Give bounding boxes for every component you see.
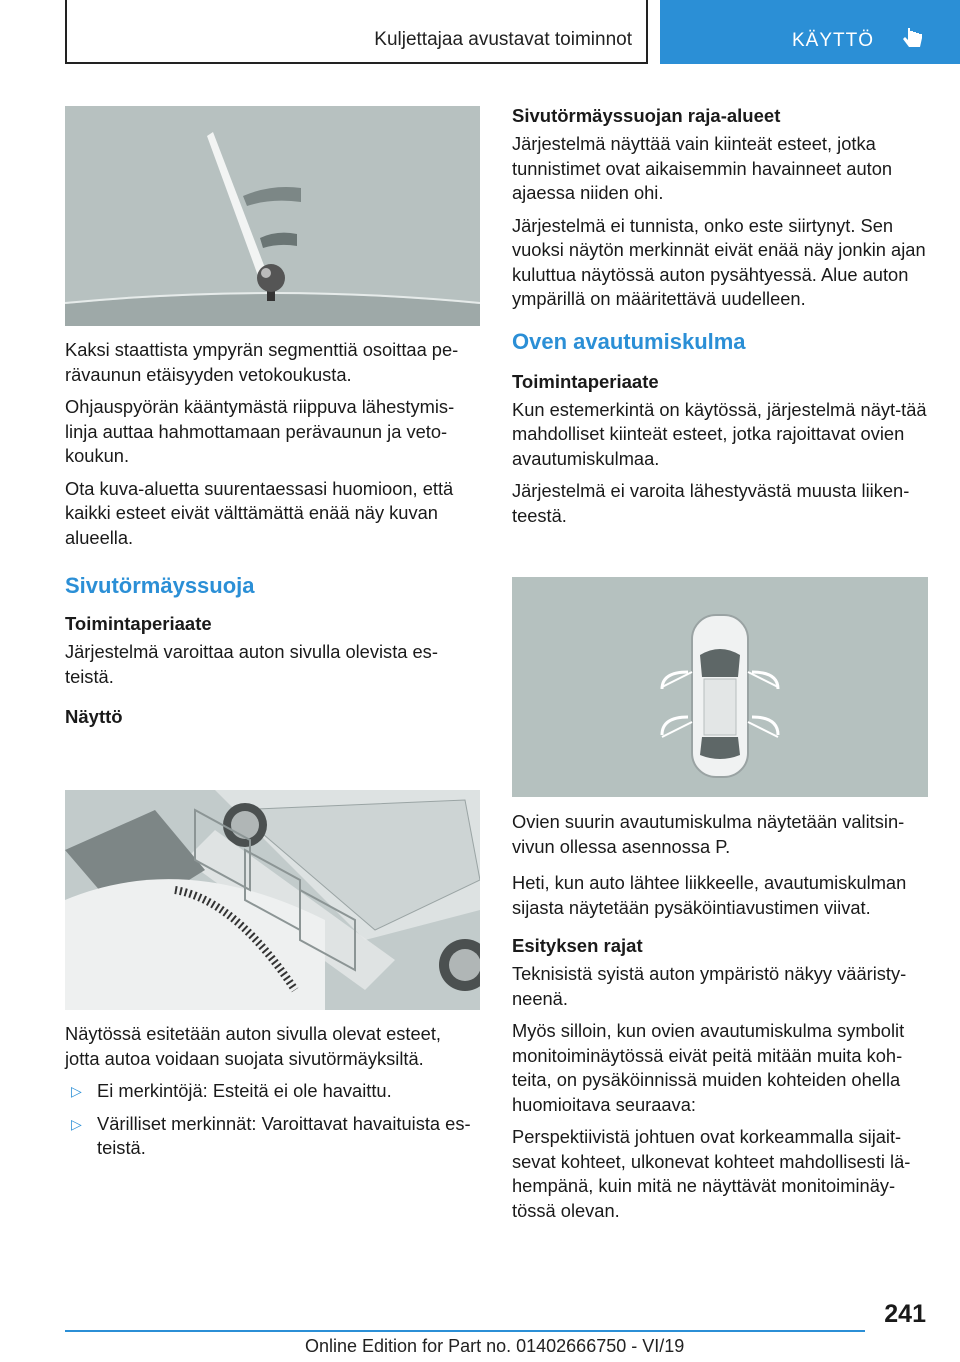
page-number: 241 <box>884 1300 926 1328</box>
triangle-bullet-icon: ▷ <box>71 1115 82 1132</box>
chapter-title: Kuljettajaa avustavat toiminnot <box>374 29 632 50</box>
subheading-display: Näyttö <box>65 706 123 727</box>
paragraph: Ovien suurin avautumiskulma näytetään valitsin-vivun ollessa asennossa P. <box>512 811 905 857</box>
list-item: ▷ Värilliset merkinnät: Varoittavat havaituista es-teistä. <box>71 1112 471 1158</box>
left-column-top <box>65 338 480 733</box>
right-column-top <box>512 104 930 536</box>
paragraph: Teknisistä syistä auton ympäristö näkyy vääristy-neenä. <box>512 963 907 1009</box>
door-angle-display-image <box>512 577 928 797</box>
paragraph: Järjestelmä näyttää vain kiinteät esteet, jotka tunnistimet ovat aikaisemmin havainneet auton ajaessa niiden ohi. <box>512 133 893 203</box>
triangle-bullet-icon: ▷ <box>71 1083 82 1099</box>
section-tab-label: KÄYTTÖ <box>792 30 875 51</box>
paragraph: Kaksi staattista ympyrän segmenttiä osoittaa pe-rävaunun etäisyyden vetokoukusta. <box>65 339 459 385</box>
side-protection-display-image <box>65 790 480 1010</box>
trailer-hitch-illustration <box>65 106 480 326</box>
right-column-bottom <box>512 810 930 1231</box>
paragraph: Ohjauspyörän kääntymästä riippuva lähestymis-linja auttaa hahmottamaan perävaunun ja veto-koukun. <box>65 396 455 466</box>
paragraph: Järjestelmä varoittaa auton sivulla olevista es-teistä. <box>65 641 438 687</box>
subheading-principle: Toimintaperiaate <box>65 613 212 634</box>
section-heading-door-angle: Oven avautumiskulma <box>512 328 746 354</box>
edition-footer: Online Edition for Part no. 01402666750 - VI/19 <box>305 1336 685 1356</box>
list-item: ▷ Ei merkintöjä: Esteitä ei ole havaittu. <box>65 1079 480 1104</box>
footer-divider <box>65 1330 865 1332</box>
section-tab[interactable] <box>660 0 960 64</box>
section-heading-side-protection: Sivutörmäyssuoja <box>65 573 255 598</box>
paragraph: Järjestelmä ei tunnista, onko este siirtynyt. Sen vuoksi näytön merkinnät eivät enää näy jonkin ajan kuluttua näytössä auton pysähtyessä. Alue auton ympärillä on määritettävä uudelleen. <box>512 214 926 309</box>
side-protection-illustration <box>65 790 480 1010</box>
trailer-hitch-display-image <box>65 106 480 326</box>
paragraph: Heti, kun auto lähtee liikkeelle, avautumiskulman sijasta näytetään pysäköintiavustimen viivat. <box>512 872 907 918</box>
header-box <box>65 0 648 64</box>
subheading-representation-limits: Esityksen rajat <box>512 935 643 956</box>
paragraph: Perspektiivistä johtuen ovat korkeammalla sijait-sevat kohteet, ulkonevat kohteet mahdollisesti lä-hempänä, kuin mitä ne näyttävät monitoiminäy-tössä olevan. <box>512 1126 911 1221</box>
left-column-bottom <box>65 1022 480 1169</box>
paragraph: Ota kuva-aluetta suurentaessasi huomioon, että kaikki esteet eivät välttämättä enää näy kuvan alueella. <box>65 477 454 548</box>
paragraph: Järjestelmä ei varoita lähestyvästä muusta liiken-teestä. <box>512 480 910 526</box>
paragraph: Kun estemerkintä on käytössä, järjestelmä näyt-tää mahdolliset kiinteät esteet, jotka rajoittavat ovien avautumiskulmaa. <box>512 398 927 469</box>
subheading-limits: Sivutörmäyssuojan raja-alueet <box>512 105 781 126</box>
hand-pointer-icon <box>900 26 926 52</box>
car-top-view-illustration <box>512 577 928 797</box>
paragraph: Näytössä esitetään auton sivulla olevat esteet, jotta autoa voidaan suojata sivutörmäyksiltä. <box>65 1023 442 1069</box>
subheading-principle: Toimintaperiaate <box>512 370 659 392</box>
paragraph: Myös silloin, kun ovien avautumiskulma symbolit monitoiminäytössä eivät peitä mitään muita koh-teita, on pysäköinnissä muiden kohteiden ohella huomioitava seuraava: <box>512 1020 905 1115</box>
